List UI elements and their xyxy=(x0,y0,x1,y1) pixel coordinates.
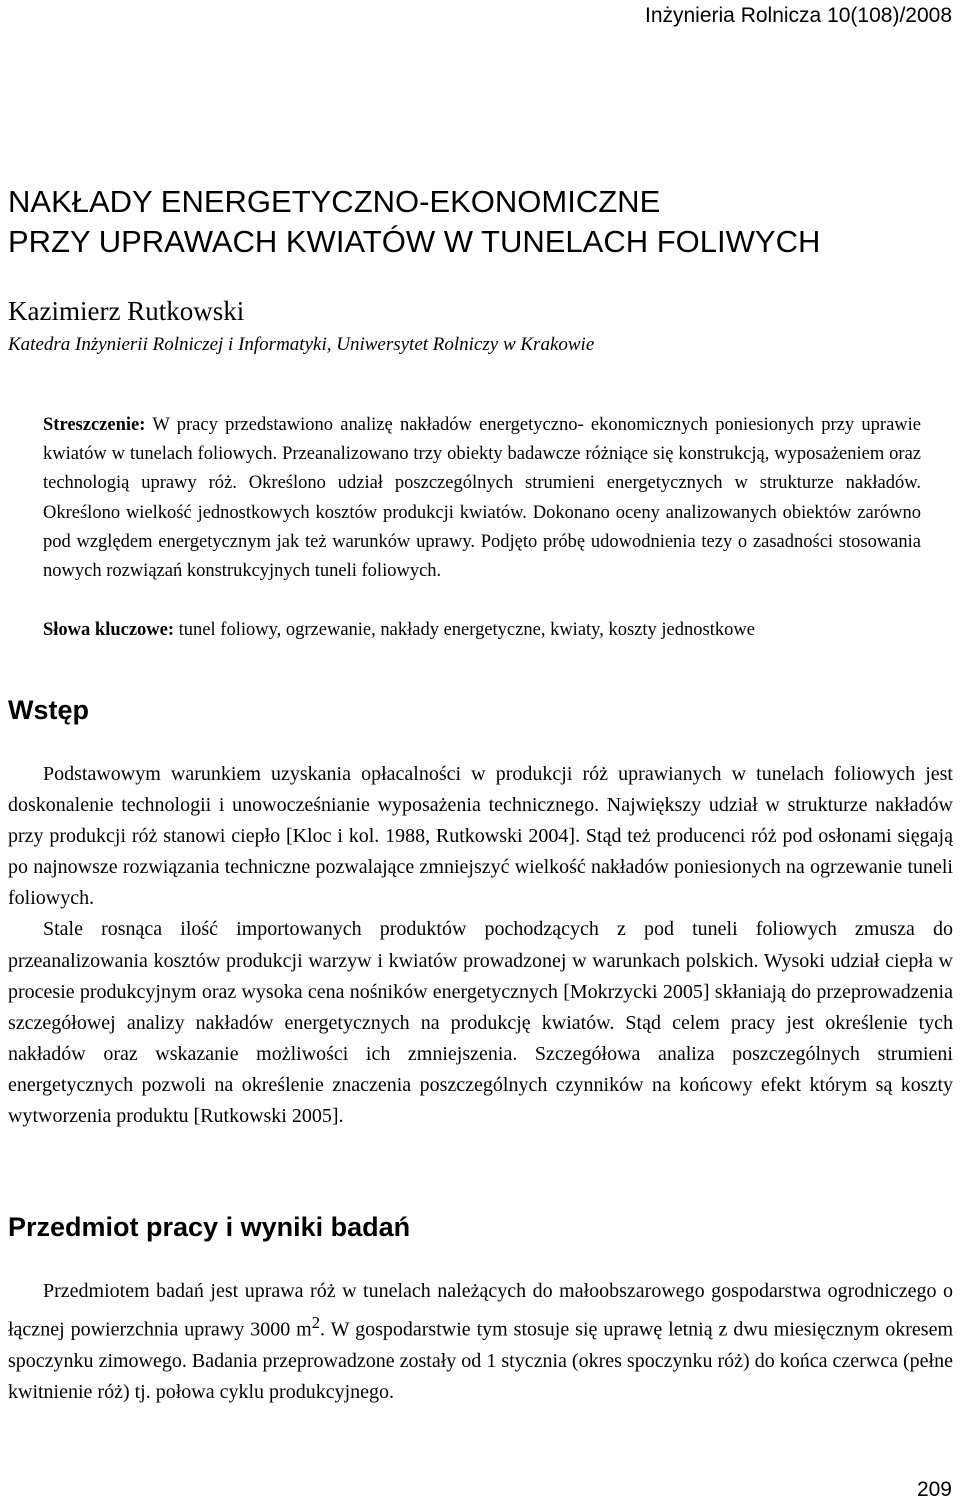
page-number: 209 xyxy=(916,1478,952,1501)
article-title xyxy=(8,182,820,262)
paragraph-text-end: . W gospodarstwie tym stosuje się uprawę letnią z dwu miesięcznym okresem spoczynku zimowego. Badania przeprowadzone zostały od 1 stycznia (okres spoczynku róż) do końca czerwca (pełne kwitnienie róż) tj. połowa cyklu produkcyjnego. xyxy=(8,1318,954,1403)
keywords-label: Słowa kluczowe: xyxy=(43,620,175,640)
section-body-introduction xyxy=(8,759,953,1132)
paragraph-text-start: Przedmiotem badań jest uprawa róż w tunelach należących do małoobszarowego gospodarstwa ogrodniczego o łącznej powierzchnia uprawy 3000 m xyxy=(8,1280,953,1341)
title-line-1: NAKŁADY ENERGETYCZNO-EKONOMICZNE xyxy=(8,184,661,219)
author-affiliation: Katedra Inżynierii Rolniczej i Informatyki, Uniwersytet Rolniczy w Krakowie xyxy=(8,334,595,355)
abstract xyxy=(43,411,921,586)
section-heading-introduction: Wstęp xyxy=(8,695,89,725)
section-body-subject-results xyxy=(8,1276,953,1408)
superscript-exponent: 2 xyxy=(311,1313,321,1333)
abstract-label: Streszczenie: xyxy=(43,415,146,435)
paragraph: Stale rosnąca ilość importowanych produktów pochodzących z pod tuneli foliowych zmusza do przeanalizowania kosztów produkcji warzyw i kwiatów prowadzonej w warunkach polskich. Wysoki udział ciepła w procesie produkcyjnym oraz wysoka cena nośników energetycznych [Mokrzycki 2005] skłaniają do przeprowadzenia szczegółowej analizy nakładów energetycznych na produkcję kwiatów. Stąd celem pracy jest określenie tych nakładów oraz wskazanie możliwości ich zmniejszenia. Szczegółowa analiza poszczególnych strumieni energetycznych pozwoli na określenie znaczenia poszczególnych czynników na końcowy efekt którym są koszty wytworzenia produktu [Rutkowski 2005]. xyxy=(8,918,953,1128)
abstract-text: W pracy przedstawiono analizę nakładów energetyczno- ekonomicznych poniesionych przy uprawie kwiatów w tunelach foliowych. Przeanalizowano trzy obiekty badawcze różniące się konstrukcją, wyposażeniem oraz technologią uprawy róż. Określono udział poszczególnych strumieni energetycznych w strukturze nakładów. Określono wielkość jednostkowych kosztów produkcji kwiatów. Dokonano oceny analizowanych obiektów zarówno pod względem energetycznym jak też warunków uprawy. Podjęto próbę udowodnienia tezy o zasadności stosowania nowych rozwiązań konstrukcyjnych tuneli foliowych. xyxy=(43,415,921,582)
section-heading-subject-results: Przedmiot pracy i wyniki badań xyxy=(8,1212,411,1242)
keywords xyxy=(43,620,943,641)
paragraph xyxy=(8,1276,953,1408)
author-name: Kazimierz Rutkowski xyxy=(8,296,245,326)
journal-header: Inżynieria Rolnicza 10(108)/2008 xyxy=(644,4,952,27)
keywords-text: tunel foliowy, ogrzewanie, nakłady energetyczne, kwiaty, koszty jednostkowe xyxy=(174,620,755,640)
title-line-2: PRZY UPRAWACH KWIATÓW W TUNELACH FOLIWYCH xyxy=(8,224,821,259)
paragraph: Podstawowym warunkiem uzyskania opłacalności w produkcji róż uprawianych w tunelach foliowych jest doskonalenie technologii i unowocześnianie wyposażenia technicznego. Największy udział w strukturze nakładów przy produkcji róż stanowi ciepło [Kloc i kol. 1988, Rutkowski 2004]. Stąd też producenci róż pod osłonami sięgają po najnowsze rozwiązania techniczne pozwalające zmniejszyć wielkość nakładów poniesionych na ogrzewanie tuneli foliowych. xyxy=(8,763,953,910)
